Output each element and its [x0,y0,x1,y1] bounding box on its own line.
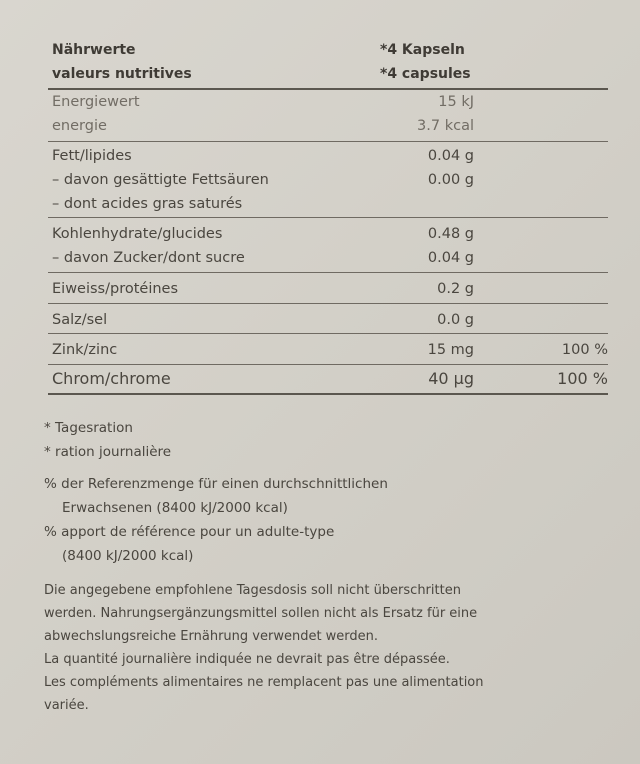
row-value: 15 mg [427,342,474,358]
row-label: Fett/lipides [52,148,132,164]
row-value: 40 µg [428,369,474,388]
row-value: 0.04 g [427,250,474,266]
row-label: – davon gesättigte Fettsäuren [52,172,269,188]
row-label: Eiweiss/protéines [52,281,179,297]
row-label: – dont acides gras saturés [52,196,243,212]
footnote-ration [44,416,604,464]
row-value-kj: 15 kJ [438,94,474,110]
warning-line: abwechslungsreiche Ernährung verwendet werden. [44,629,379,644]
warning-line: Die angegebene empfohlene Tagesdosis soll nicht überschritten [44,583,461,598]
divider [48,217,608,218]
row-value: 0.0 g [437,312,474,328]
warning-line: werden. Nahrungsergänzungsmittel sollen nicht als Ersatz für eine [44,606,478,621]
footnote-ration-de: * Tagesration [44,420,133,436]
row-value-kcal: 3.7 kcal [417,118,474,134]
row-percent: 100 % [561,342,608,358]
row-label: Energiewert [52,94,140,110]
header-portion [380,38,471,86]
divider [48,393,608,395]
footnote-ration-fr: * ration journalière [44,444,172,460]
header-labels [52,38,192,86]
header-label-fr: valeurs nutritives [52,66,192,82]
row-label: Zink/zinc [52,342,118,358]
divider [48,303,608,304]
divider [48,272,608,273]
warning-line: La quantité journalière indiquée ne devrait pas être dépassée. [44,652,450,667]
footnote-reference [44,472,604,568]
footnote-ref-fr-2: (8400 kJ/2000 kcal) [62,548,194,564]
warning-line: Les compléments alimentaires ne remplacent pas une alimentation [44,675,484,690]
warning-line: variée. [44,698,89,713]
header-portion-de: *4 Kapseln [380,42,465,58]
header-portion-fr: *4 capsules [380,66,471,82]
row-label: Chrom/chrome [52,369,171,388]
row-value: 0.2 g [437,281,474,297]
row-label: – davon Zucker/dont sucre [52,250,245,266]
footnote-ref-fr-1: % apport de référence pour un adulte-type [44,524,335,540]
row-label: Kohlenhydrate/glucides [52,226,223,242]
table-header [52,36,608,88]
row-value: 0.48 g [427,226,474,242]
footnote-warning [44,579,604,717]
row-value: 0.00 g [427,172,474,188]
divider [48,333,608,334]
divider [48,364,608,365]
row-value: 0.04 g [427,148,474,164]
divider [48,141,608,142]
row-percent: 100 % [557,369,608,388]
header-label-de: Nährwerte [52,42,136,58]
row-label: Salz/sel [52,312,108,328]
row-label: energie [52,118,107,134]
footnote-ref-de-2: Erwachsenen (8400 kJ/2000 kcal) [62,500,288,516]
footnote-ref-de-1: % der Referenzmenge für einen durchschnittlichen [44,476,388,492]
